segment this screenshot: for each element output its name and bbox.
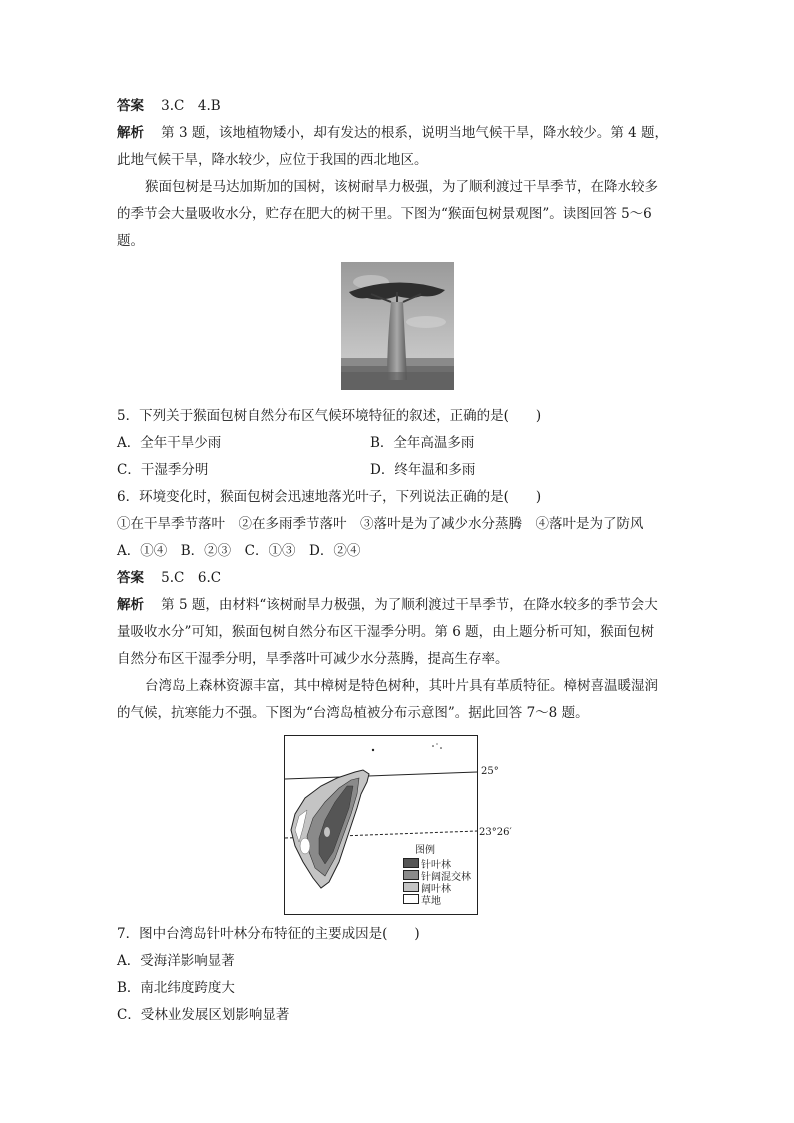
map-legend: [403, 841, 471, 905]
latitude-label-tropic: 23°26′: [479, 827, 512, 838]
question-6-stem: 6．环境变化时，猴面包树会迅速地落光叶子，下列说法正确的是( ): [117, 489, 542, 505]
option-a: A．受海洋影响显著: [117, 953, 235, 969]
question-6-options: A．①④ B．②③ C．①③ D．②④: [117, 543, 361, 559]
analysis-line: [117, 596, 658, 614]
legend-swatch: [403, 870, 419, 880]
option-c: C．干湿季分明: [117, 462, 209, 478]
legend-label: 阔叶林: [421, 883, 451, 895]
option-b: B．全年高温多雨: [370, 435, 475, 451]
answer-label: 答案: [117, 570, 144, 586]
baobab-tree-photo: [341, 262, 454, 390]
intro-paragraph-line: 题。: [117, 233, 144, 249]
taiwan-vegetation-map: [284, 735, 512, 915]
legend-items: [403, 857, 471, 905]
intro-paragraph-line: 台湾岛上森林资源丰富，其中樟树是特色树种，其叶片具有革质特征。樟树喜温暖湿润: [145, 678, 658, 694]
legend-label: 针叶林: [421, 859, 451, 871]
answer-line-1: [117, 97, 221, 115]
answer-line-2: [117, 569, 221, 587]
option-d: D．终年温和多雨: [370, 462, 476, 478]
latitude-label-25: 25°: [481, 766, 499, 777]
legend-item: [403, 893, 471, 905]
legend-swatch: [403, 858, 419, 868]
analysis-line: 自然分布区干湿季分明，旱季落叶可减少水分蒸腾，提高生存率。: [117, 651, 509, 667]
legend-label: 草地: [421, 895, 441, 907]
analysis-label: 解析: [117, 597, 144, 613]
legend-label: 针阔混交林: [421, 871, 471, 883]
answer-text: 3.C 4.B: [161, 98, 221, 114]
analysis-label: 解析: [117, 125, 144, 141]
question-6-items: ①在干旱季节落叶 ②在多雨季节落叶 ③落叶是为了减少水分蒸腾 ④落叶是为了防风: [117, 516, 644, 532]
analysis-line: 此地气候干旱，降水较少，应位于我国的西北地区。: [117, 152, 428, 168]
question-5-stem: 5．下列关于猴面包树自然分布区气候环境特征的叙述，正确的是( ): [117, 408, 542, 424]
answer-label: 答案: [117, 98, 144, 114]
legend-title: 图例: [415, 845, 435, 856]
option-a: A．全年干旱少雨: [117, 435, 222, 451]
legend-swatch: [403, 882, 419, 892]
analysis-line: 量吸收水分”可知，猴面包树自然分布区干湿季分明。第 6 题，由上题分析可知，猴面包树: [117, 624, 655, 640]
intro-paragraph-line: 的季节会大量吸收水分，贮存在肥大的树干里。下图为“猴面包树景观图”。读图回答 5～6: [117, 206, 652, 222]
answer-text: 5.C 6.C: [161, 570, 222, 586]
option-c: C．受林业发展区划影响显著: [117, 1007, 290, 1023]
option-b: B．南北纬度跨度大: [117, 980, 235, 996]
question-7-stem: 7．图中台湾岛针叶林分布特征的主要成因是( ): [117, 926, 420, 942]
intro-paragraph-line: 猴面包树是马达加斯加的国树，该树耐旱力极强，为了顺利渡过干旱季节，在降水较多: [145, 179, 658, 195]
legend-swatch: [403, 894, 419, 904]
analysis-text: 第 3 题，该地植物矮小，却有发达的根系，说明当地气候干旱，降水较少。第 4 题，: [161, 125, 669, 141]
intro-paragraph-line: 的气候，抗寒能力不强。下图为“台湾岛植被分布示意图”。据此回答 7～8 题。: [117, 705, 589, 721]
analysis-text: 第 5 题，由材料“该树耐旱力极强，为了顺利渡过干旱季节，在降水较多的季节会大: [161, 597, 658, 613]
analysis-line: [117, 124, 668, 142]
